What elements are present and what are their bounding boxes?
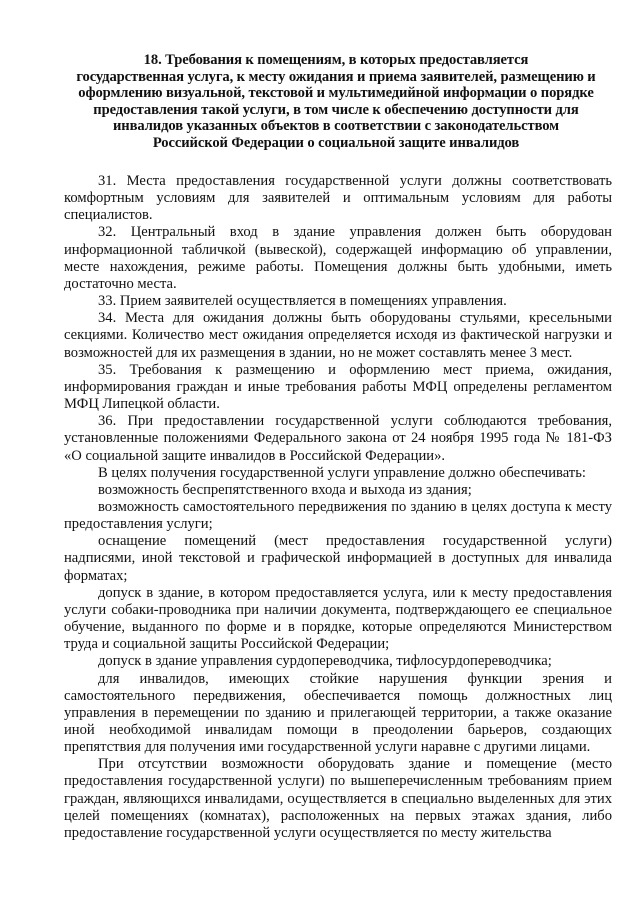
heading-line: оформлению визуальной, текстовой и мультимедийной информации о порядке: [78, 85, 594, 102]
paragraph-obligations-intro: В целях получения государственной услуги управление должно обеспечивать:: [98, 464, 586, 481]
paragraph-movement: возможность самостоятельного передвижения по зданию в целях доступа к месту предоставления услуги;: [64, 498, 612, 533]
heading-line: государственная услуга, к месту ожидания и приема заявителей, размещению и: [76, 68, 596, 85]
paragraph-31: 31. Места предоставления государственной услуги должны соответствовать комфортным условиям для заявителей и оптимальным условиям для работы специалистов.: [64, 173, 612, 224]
heading-line: 18. Требования к помещениям, в которых предоставляется: [143, 52, 529, 68]
paragraph-32: 32. Центральный вход в здание управления должен быть оборудован информационной табличкой (вывеской), содержащей информацию об управлении, месте нахождения, режиме работы. Помещения должны быть удобными, иметь достаточно места.: [64, 224, 612, 292]
paragraph-33: 33. Прием заявителей осуществляется в помещениях управления.: [98, 293, 507, 310]
heading-line: Российской Федерации о социальной защите инвалидов: [152, 134, 520, 151]
paragraph-alternative-premises: При отсутствии возможности оборудовать здание и помещение (место предоставления государственной услуги) по вышеперечисленным требованиям прием граждан, являющихся инвалидами, осуществляется в специально выделенных для этих целей помещениях (комнатах), расположенных на первых этажах здания, либо предоставление государственной услуги осуществляется по месту жительства: [64, 756, 612, 841]
paragraph-36: 36. При предоставлении государственной услуги соблюдаются требования, установленные положениями Федерального закона от 24 ноября 1995 года № 181-ФЗ «О социальной защите инвалидов в Российской Федерации».: [64, 413, 612, 464]
heading-line: предоставления такой услуги, в том числе к обеспечению доступности для: [93, 101, 579, 118]
paragraph-signage: оснащение помещений (мест предоставления государственной услуги) надписями, иной текстовой и графической информацией в доступных для инвалида форматах;: [64, 533, 612, 584]
section-heading: [66, 52, 606, 152]
paragraph-interpreter: допуск в здание управления сурдопереводчика, тифлосурдопереводчика;: [98, 653, 552, 670]
paragraph-guide-dog: допуск в здание, в котором предоставляется услуга, или к месту предоставления услуги собаки-проводника при наличии документа, подтверждающего ее специальное обучение, выданного по форме и в порядке, которые определяются Министерством труда и социальной защиты Российской Федерации;: [64, 584, 612, 653]
document-body: [64, 173, 612, 842]
paragraph-assistance: для инвалидов, имеющих стойкие нарушения функции зрения и самостоятельного передвижения, обеспечивается помощь должностных лиц управления в перемещении по зданию и прилегающей территории, а также оказание иной необходимой инвалидам помощи в преодолении барьеров, создающих препятствия для получения ими государственной услуги наравне с другими лицами.: [64, 670, 612, 756]
paragraph-35: 35. Требования к размещению и оформлению мест приема, ожидания, информирования граждан и иные требования работы МФЦ определены регламентом МФЦ Липецкой области.: [64, 361, 612, 413]
heading-line: инвалидов указанных объектов в соответствии с законодательством: [112, 118, 560, 135]
paragraph-34: 34. Места для ожидания должны быть оборудованы стульями, кресельными секциями. Количество мест ожидания определяется исходя из фактической нагрузки и возможностей для их размещения в здании, но не может составлять менее 3 мест.: [64, 310, 612, 361]
paragraph-entry-exit: возможность беспрепятственного входа и выхода из здания;: [98, 481, 472, 498]
